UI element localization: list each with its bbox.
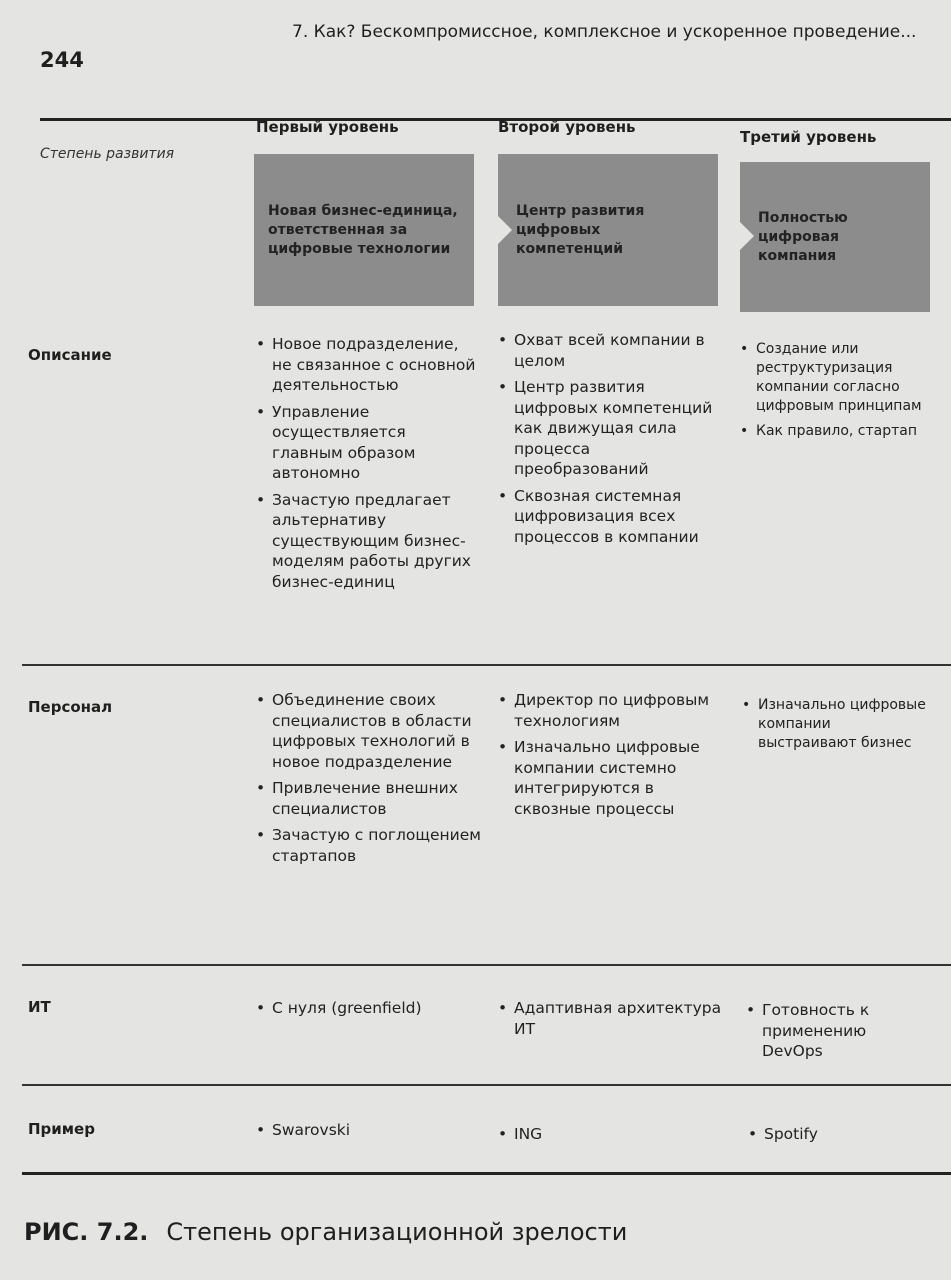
list-item: • Готовность к применению DevOps (746, 1000, 916, 1062)
degree-label: Степень развития (40, 146, 175, 162)
list-item: • Как правило, стартап (740, 422, 930, 441)
cell-it-level-1 (256, 998, 480, 1025)
level-2-box (498, 154, 718, 306)
level-3-box (740, 162, 930, 312)
cell-staff-level-1 (256, 690, 488, 872)
cell-example-level-2 (498, 1124, 722, 1151)
arrow-notch (740, 222, 754, 250)
level-2-box-text: Центр развития цифровых компетенций (516, 202, 645, 257)
cell-example-level-3 (748, 1124, 918, 1151)
arrow-notch (498, 216, 512, 244)
row-label-example: Пример (28, 1120, 95, 1138)
list-item: • ING (498, 1124, 722, 1145)
level-3-box-text: Полностью цифровая компания (758, 209, 848, 264)
row-label-it: ИТ (28, 998, 51, 1016)
list-item: • Адаптивная архитектура ИТ (498, 998, 722, 1039)
list-item: • Зачастую предлагает альтернативу существующим бизнес-моделям работы других бизнес-единиц (256, 490, 480, 593)
level-1-heading: Первый уровень (256, 118, 399, 136)
level-1-box-text: Новая бизнес-единица, ответственная за цифровые технологии (268, 202, 458, 257)
row-divider (22, 964, 951, 966)
row-label-description: Описание (28, 346, 112, 364)
list-item: • Объединение своих специалистов в области цифровых технологий в новое подразделение (256, 690, 488, 772)
row-label-staff: Персонал (28, 698, 113, 716)
cell-staff-level-3 (742, 696, 932, 759)
cell-description-level-3 (740, 340, 930, 447)
list-item: • Изначально цифровые компании системно интегрируются в сквозные процессы (498, 737, 722, 819)
cell-it-level-3 (746, 1000, 916, 1068)
list-item: • Зачастую с поглощением стартапов (256, 825, 488, 866)
list-item: • Изначально цифровые компании выстраивают бизнес (742, 696, 932, 753)
list-item: • Управление осуществляется главным образом автономно (256, 402, 480, 484)
row-divider (22, 664, 951, 666)
list-item: • С нуля (greenfield) (256, 998, 480, 1019)
figure-title: Степень организационной зрелости (166, 1218, 628, 1246)
level-1-box (254, 154, 474, 306)
list-item: • Центр развития цифровых компетенций как движущая сила процесса преобразований (498, 377, 722, 480)
figure-number: РИС. 7.2. (24, 1218, 149, 1246)
cell-staff-level-2 (498, 690, 722, 825)
list-item: • Spotify (748, 1124, 918, 1145)
cell-description-level-2 (498, 330, 722, 553)
list-item: • Swarovski (256, 1120, 480, 1141)
list-item: • Сквозная системная цифровизация всех процессов в компании (498, 486, 722, 548)
table-top-rule (40, 118, 951, 121)
running-head: 7. Как? Бескомпромиссное, комплексное и ускоренное проведение... (292, 22, 917, 42)
list-item: • Новое подразделение, не связанное с основной деятельностью (256, 334, 480, 396)
list-item: • Охват всей компании в целом (498, 330, 722, 371)
row-divider (22, 1084, 951, 1086)
cell-it-level-2 (498, 998, 722, 1045)
figure-caption (24, 1218, 627, 1246)
list-item: • Создание или реструктуризация компании согласно цифровым принципам (740, 340, 930, 416)
cell-description-level-1 (256, 334, 480, 598)
list-item: • Привлечение внешних специалистов (256, 778, 488, 819)
page-number: 244 (40, 48, 84, 72)
level-3-heading: Третий уровень (740, 128, 877, 146)
cell-example-level-1 (256, 1120, 480, 1147)
table-bottom-rule (22, 1172, 951, 1175)
list-item: • Директор по цифровым технологиям (498, 690, 722, 731)
level-2-heading: Второй уровень (498, 118, 636, 136)
